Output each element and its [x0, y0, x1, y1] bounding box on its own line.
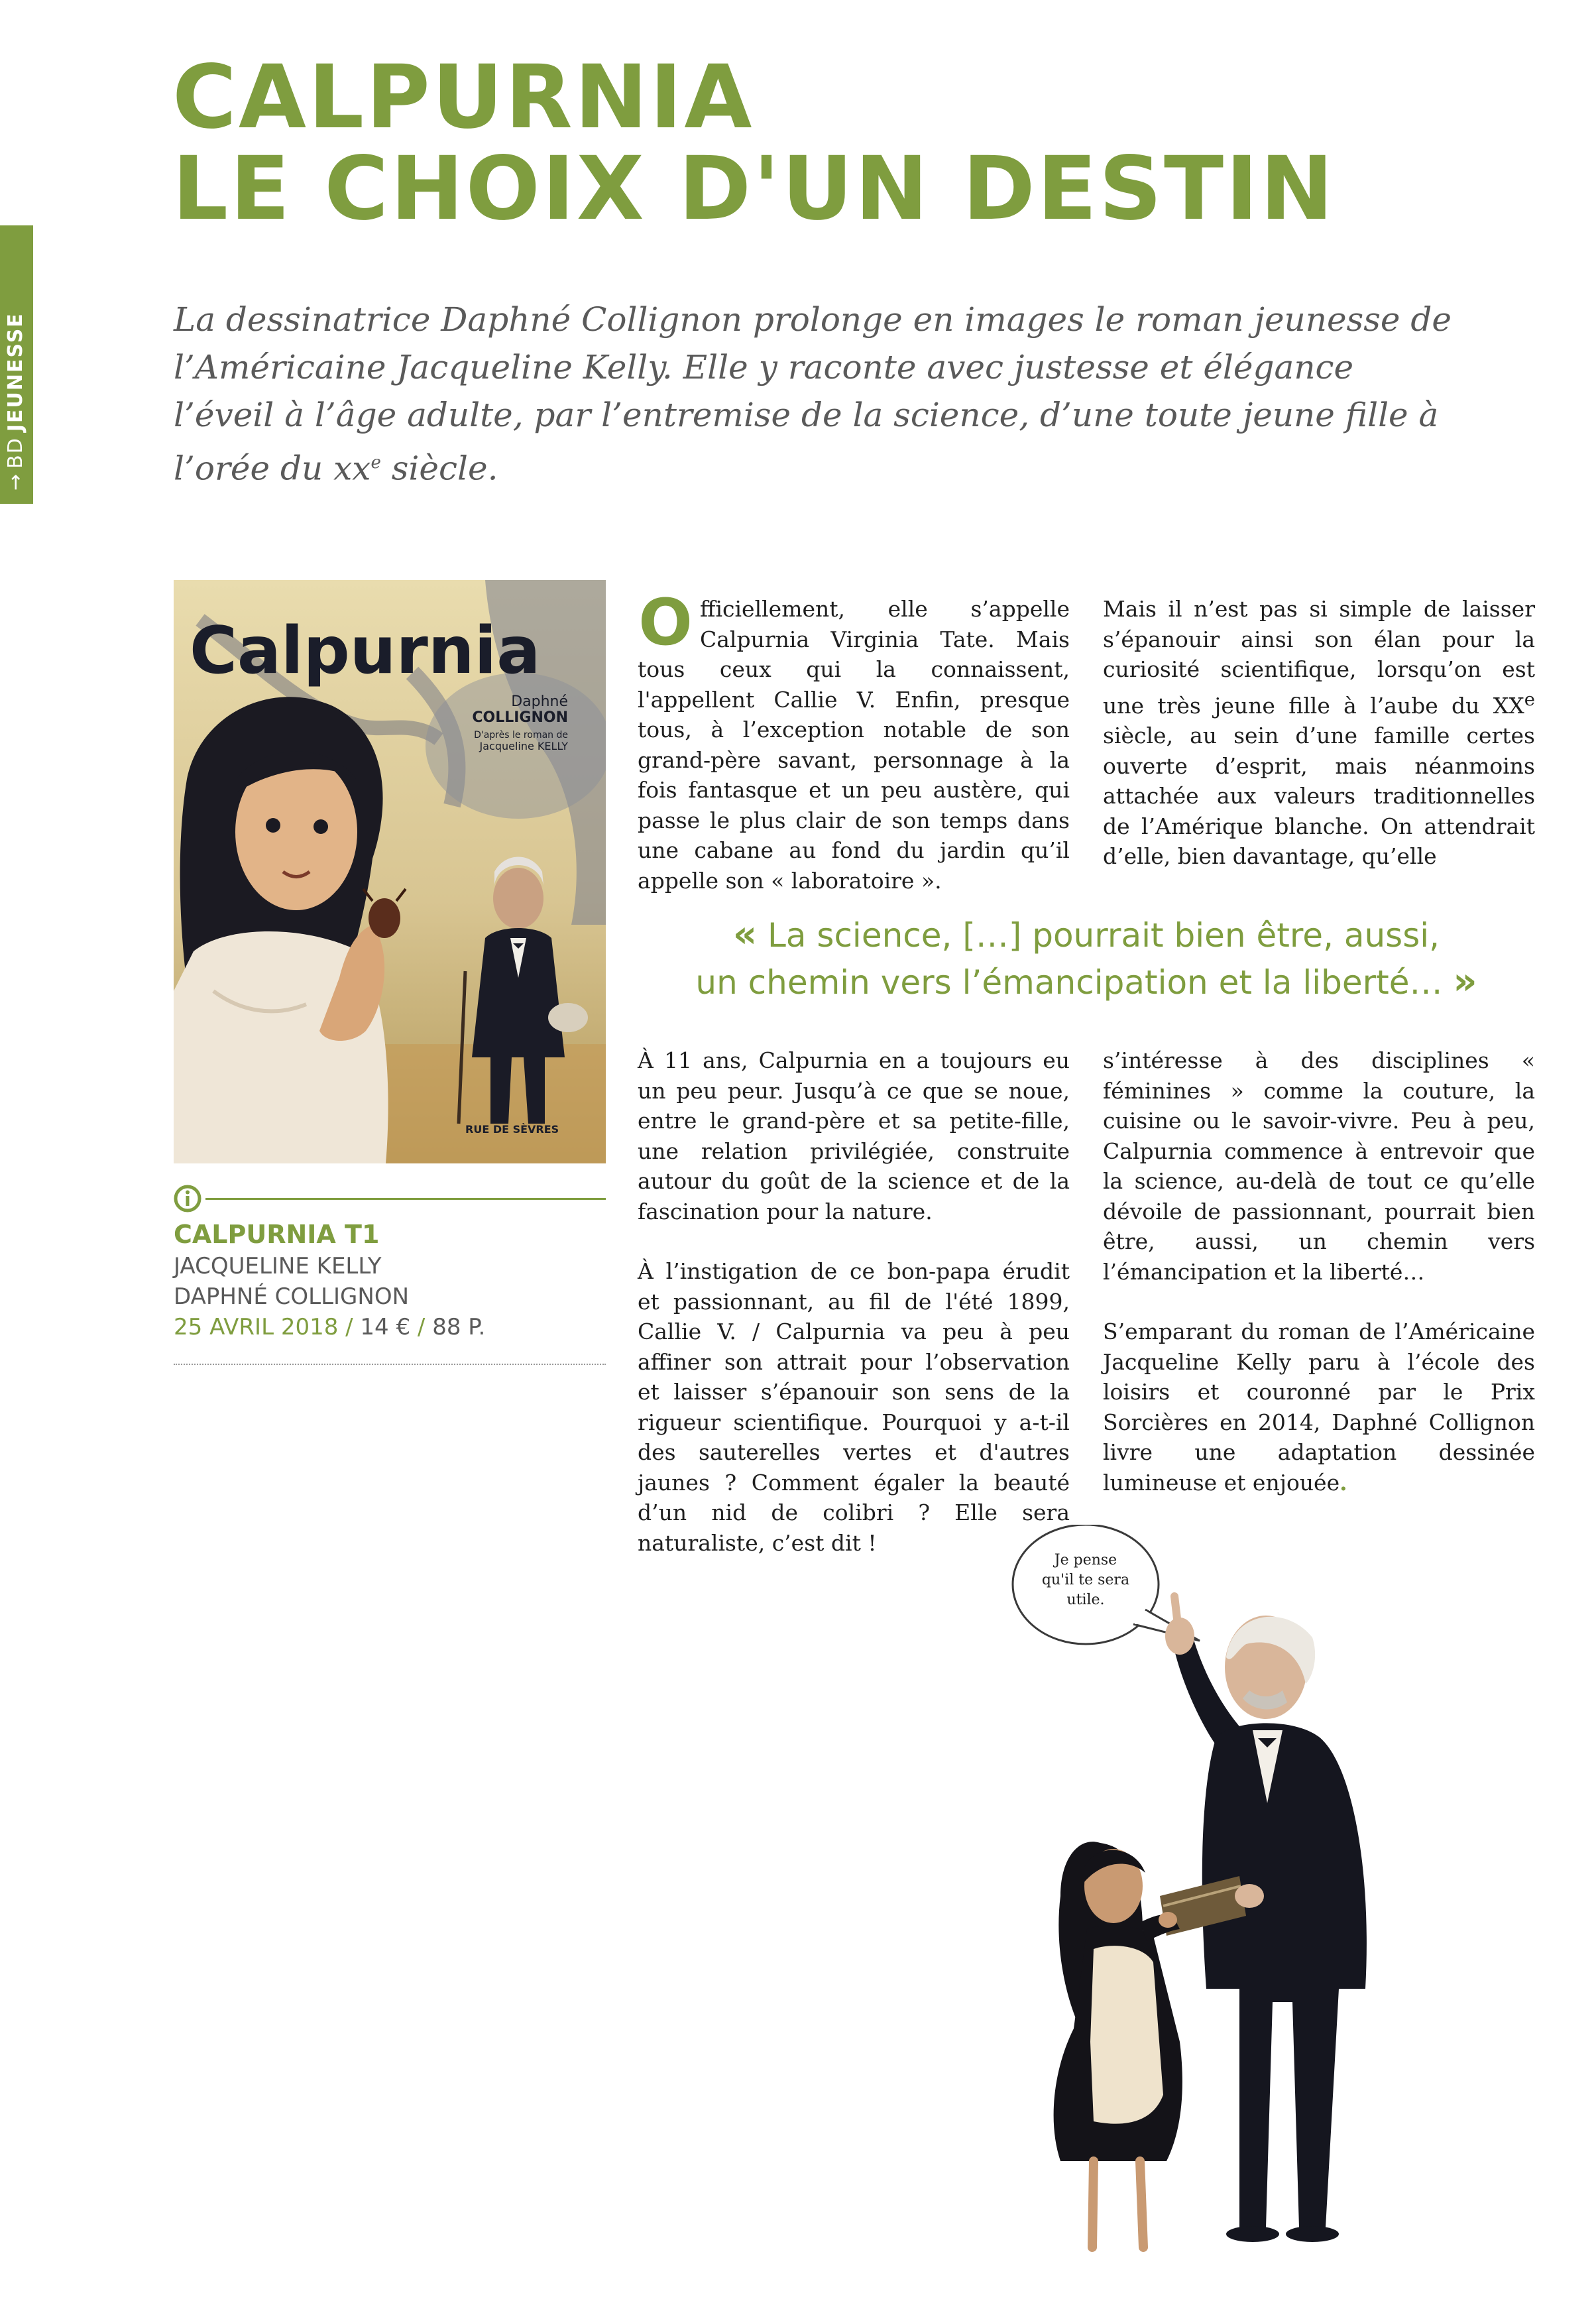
- end-mark: .: [1340, 1469, 1347, 1496]
- detail-separator: /: [338, 1314, 361, 1340]
- article-title-line2: LE CHOIX D'UN DESTIN: [172, 138, 1336, 240]
- paragraph-text: S’emparant du roman de l’Américaine Jacqueline Kelly paru à l’école des loisirs et couronné par le Prix Sorcières en 2014, Daphné Collignon livre une adaptation dessinée lumineuse et enjouée: [1103, 1319, 1535, 1496]
- pull-quote-text-1: La science, […] pourrait bien être, aussi,: [757, 916, 1440, 955]
- superscript: e: [1524, 688, 1535, 710]
- article-title-line1: CALPURNIA: [172, 46, 754, 148]
- paragraph: [1103, 594, 1535, 872]
- paragraph: À 11 ans, Calpurnia en a toujours eu un peu peur. Jusqu’à ce que se noue, entre le grand-père et sa petite-fille, une relation privilégiée, construite autour du goût de la science et de la fascination pour la nature.: [638, 1047, 1070, 1224]
- paragraph-text: Mais il n’est pas si simple de laisser s’épanouir ainsi son élan pour la curiosité scientifique, lorsqu’on est une très jeune fille à l’aube du XX: [1103, 596, 1535, 719]
- book-info-box: [174, 1185, 606, 1365]
- book-title: CALPURNIA T1: [174, 1220, 380, 1249]
- book-illustrator: DAPHNÉ COLLIGNON: [174, 1283, 410, 1310]
- article-column-4: [1103, 1045, 1535, 1498]
- cover-title: Calpurnia: [190, 613, 541, 689]
- cover-from-novel-2: Jacqueline KELLY: [479, 740, 568, 752]
- pull-quote-line1: [638, 912, 1535, 959]
- paragraph: s’intéresse à des disciplines « féminines » comme la couture, la cuisine ou le savoir-vivre. Peu à peu, Calpurnia commence à entrevoir que la science, au-delà de tout ce qu’elle dévoile de passionnant, pourrait bien être, aussi, un chemin vers l’émancipation et la liberté…: [1103, 1047, 1535, 1285]
- illustration-grandfather-and-girl: [981, 1525, 1418, 2294]
- article-column-2: [1103, 594, 1535, 872]
- dropcap-letter: O: [638, 597, 693, 652]
- quote-open-mark: «: [732, 913, 758, 956]
- paragraph: À l’instigation de ce bon-papa érudit et passionnant, au fil de l'été 1899, Callie V. / Calpurnia va peu à peu affiner son attrait pour l’observation et laisser s’épanouir son sens de la rigueur scientifique. Pourquoi y a-t-il des sauterelles vertes et d'autres jaunes ? Comment égaler la beauté d’un nid de colibri ? Elle sera naturaliste, c’est dit !: [638, 1258, 1070, 1556]
- book-price: 14 €: [360, 1314, 411, 1340]
- pull-quote: [638, 912, 1535, 1006]
- lead-end: siècle.: [380, 449, 498, 488]
- paragraph: [638, 594, 1070, 896]
- section-label: [4, 312, 27, 491]
- info-divider: [205, 1198, 606, 1200]
- article-column-3: [638, 1045, 1070, 1558]
- cover-author-last: COLLIGNON: [472, 709, 568, 726]
- arrow-icon: →: [4, 472, 27, 491]
- pull-quote-line2: [638, 959, 1535, 1006]
- book-date: 25 AVRIL 2018: [174, 1314, 339, 1340]
- speech-line-1: Je pense: [1054, 1552, 1117, 1568]
- article-title: [172, 46, 1336, 240]
- paragraph: [1103, 1317, 1535, 1498]
- dropcap: [638, 597, 693, 652]
- paragraph-text: fficiellement, elle s’appelle Calpurnia Virginia Tate. Mais tous ceux qui la connaissent, l'appellent Callie V. Enfin, presque tous, à l’exception notable de son grand-père savant, personnage à la fois fantasque et un peu austère, qui passe le plus clair de son temps dans une cabane au fond du jardin qu’il appelle son « laboratoire ».: [638, 596, 1070, 894]
- article-column-1: [638, 594, 1070, 896]
- book-cover-image: [174, 580, 606, 1163]
- info-icon: [174, 1185, 201, 1212]
- lead-superscript: e: [370, 453, 381, 473]
- article-lead: [174, 296, 1459, 493]
- cover-author-first: Daphné: [511, 693, 568, 710]
- lead-text: La dessinatrice Daphné Collignon prolonge en images le roman jeunesse de l’Américaine Jacqueline Kelly. Elle y raconte avec justesse et élégance l’éveil à l’âge adulte, par l’entremise de la science, d’une toute jeune fille à l’orée du xx: [174, 300, 1452, 488]
- quote-close-mark: »: [1453, 960, 1477, 1003]
- pull-quote-text-2: un chemin vers l’émancipation et la liberté…: [695, 963, 1454, 1002]
- book-details: [174, 1312, 606, 1342]
- cover-from-novel-1: D'après le roman de: [474, 730, 568, 740]
- section-category: JEUNESSE: [4, 312, 27, 432]
- speech-line-2: qu'il te sera: [1041, 1572, 1130, 1588]
- book-pages: 88 P.: [432, 1314, 486, 1340]
- info-bottom-rule: [174, 1364, 606, 1365]
- section-category-prefix: BD: [4, 437, 27, 469]
- cover-publisher: RUE DE SÈVRES: [465, 1123, 559, 1136]
- book-author: JACQUELINE KELLY: [174, 1253, 382, 1279]
- speech-line-3: utile.: [1066, 1592, 1105, 1608]
- paragraph-text: siècle, au sein d’une famille certes ouverte d’esprit, mais néanmoins attachée aux valeurs traditionnelles de l’Amérique blanche. On attendrait d’elle, bien davantage, qu’elle: [1103, 723, 1535, 869]
- detail-separator: /: [410, 1314, 433, 1340]
